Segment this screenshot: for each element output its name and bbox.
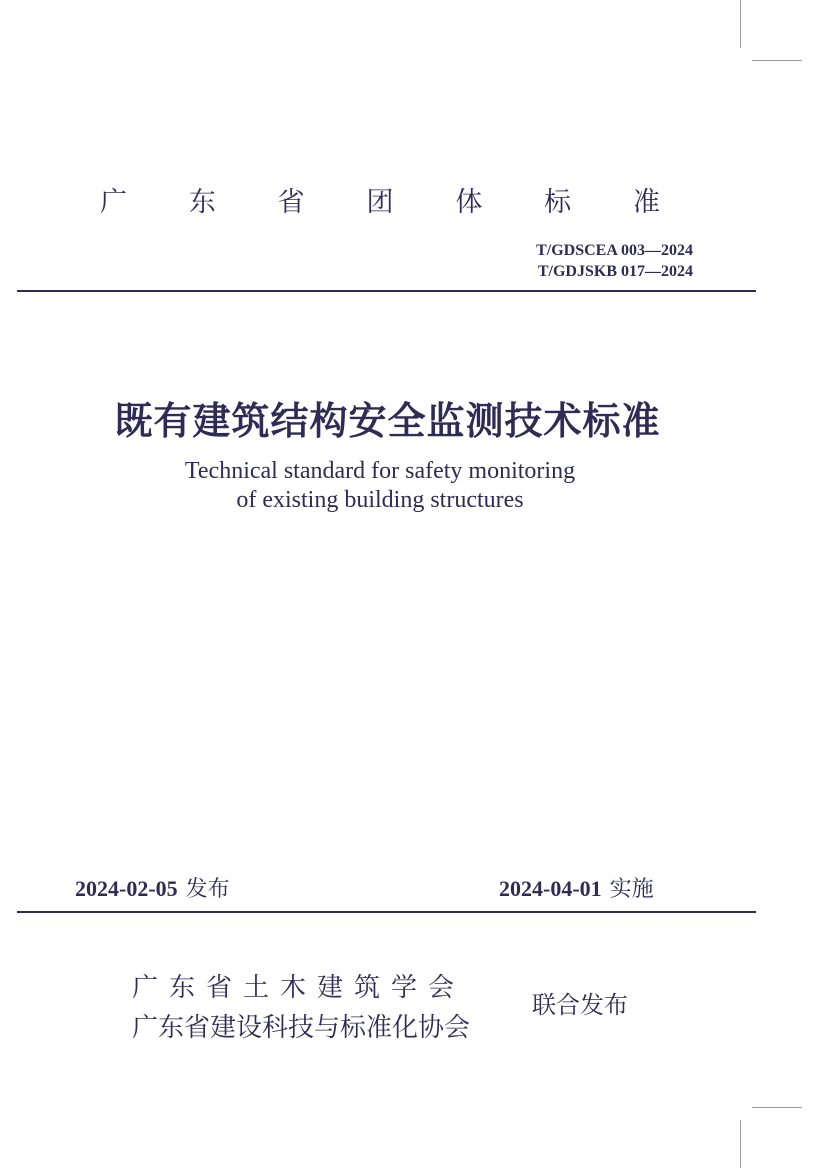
issue-date: 2024-02-05	[75, 876, 178, 901]
document-title: 既有建筑结构安全监测技术标准	[114, 398, 661, 443]
implement-date: 2024-04-01	[499, 876, 602, 901]
crop-mark-bottom-vertical	[740, 1120, 741, 1168]
publisher-list	[132, 968, 470, 1048]
category-char: 准	[632, 187, 660, 218]
standard-codes	[536, 240, 693, 282]
publisher-name: 广东省土木建筑学会	[132, 973, 466, 1003]
issue-label: 发布	[185, 877, 230, 902]
top-divider	[17, 290, 756, 292]
joint-publication-label: 联合发布	[532, 991, 628, 1019]
crop-mark-top-vertical	[740, 0, 741, 48]
english-title-line: Technical standard for safety monitoring	[184, 458, 576, 484]
implement-label: 实施	[609, 877, 654, 902]
category-char: 省	[277, 187, 305, 218]
crop-mark-bottom-horizontal	[752, 1107, 802, 1108]
issue-date-row	[75, 872, 230, 903]
implement-date-row	[499, 872, 654, 903]
english-title-line: of existing building structures	[236, 487, 524, 513]
category-char: 标	[544, 187, 572, 218]
publisher-name: 广东省建设科技与标准化协会	[132, 1013, 471, 1043]
standard-code: T/GDJSKB 017—2024	[537, 263, 693, 280]
standard-category	[100, 180, 660, 219]
category-char: 东	[188, 187, 216, 218]
category-char: 团	[366, 187, 394, 218]
category-char: 广	[100, 187, 127, 218]
bottom-divider	[17, 911, 756, 913]
document-title-english	[0, 457, 760, 515]
category-char: 体	[455, 187, 483, 218]
standard-code: T/GDSCEA 003—2024	[536, 242, 693, 259]
crop-mark-top-horizontal	[752, 60, 802, 61]
